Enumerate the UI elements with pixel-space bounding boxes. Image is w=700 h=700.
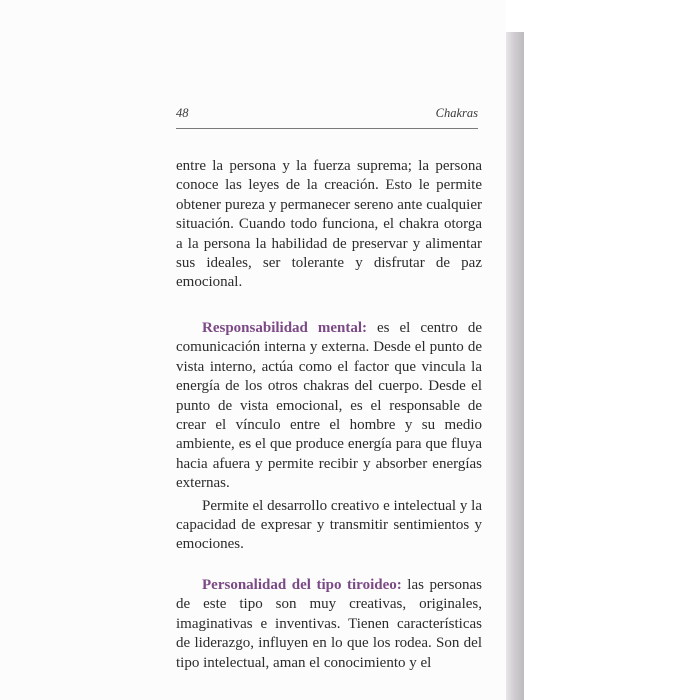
running-title: Chakras: [435, 106, 478, 120]
paragraph-responsabilidad-mental: [176, 319, 482, 494]
text-block-responsabilidad: [176, 319, 482, 555]
page-edge-shadow: [506, 32, 524, 700]
page-number: 48: [176, 106, 189, 120]
paragraph-continuation: entre la persona y la fuerza suprema; la persona conoce las leyes de la creación. Esto le permite obtener pureza y permanecer sereno ante cualquier situación. Cuando todo funciona, el chakra otorga a la persona la habilidad de preservar y alimentar sus ideales, ser tolerante y disfrutar de paz emocional.: [176, 158, 482, 291]
paragraph-personalidad-tiroideo: [176, 576, 482, 673]
text-block-continuation: [176, 157, 482, 293]
term-responsabilidad-mental: Responsabilidad mental:: [202, 320, 368, 336]
paragraph-personalidad-text: las personas de este tipo son muy creativas, originales, imaginativas e inventivas. Tienen características de liderazgo, influyen en lo que los rodea. Son del tipo intelectual, aman el conocimiento y el: [176, 577, 482, 671]
header-rule: [176, 128, 478, 129]
paragraph-responsabilidad-text: es el centro de comunicación interna y externa. Desde el punto de vista interno, actúa como el factor que vincula la energía de los otros chakras del cuerpo. Desde el punto de vista emocional, es el responsable de crear el vínculo entre el hombre y su medio ambiente, es el que produce energía para que fluya hacia afuera y permite recibir y absorber energías externas.: [176, 320, 482, 492]
term-personalidad-tiroideo: Personalidad del tipo tiroideo:: [202, 577, 402, 593]
paragraph-desarrollo-creativo: Permite el desarrollo creativo e intelectual y la capacidad de expresar y transmitir sentimientos y emociones.: [176, 497, 482, 553]
text-block-personalidad: [176, 576, 482, 673]
running-header: [176, 106, 478, 124]
